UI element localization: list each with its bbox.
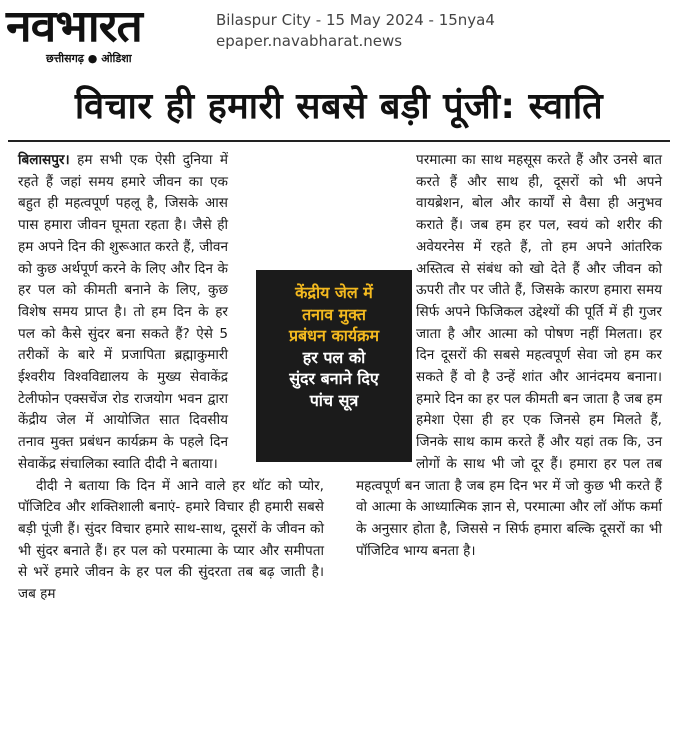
callout-line-3: प्रबंधन कार्यक्रम — [288, 326, 380, 345]
callout-line-1: केंद्रीय जेल में — [295, 283, 373, 302]
headline-divider — [8, 140, 670, 142]
logo-subtitle: छत्तीसगढ़ ● ओडिशा — [46, 52, 132, 65]
logo-text: नवभारत — [6, 1, 142, 52]
dateline: बिलासपुर। — [18, 152, 70, 168]
epaper-url: epaper.navabharat.news — [216, 32, 403, 50]
newspaper-logo — [6, 2, 194, 66]
callout-line-5: सुंदर बनाने दिए — [289, 369, 379, 388]
callout-line-6: पांच सूत्र — [309, 390, 359, 410]
masthead — [0, 0, 678, 72]
edition-info — [216, 10, 495, 52]
article-paragraph-2: दीदी ने बताया कि दिन में आने वाले हर थॉट को प्योर, पॉजिटिव और शक्तिशाली बनाएं- हमारे विचार ही हमारी सबसे बड़ी पूंजी हैं। सुंदर विचार हमारे साथ-साथ, दूसरों के जीवन को भी सुंदर बनाते हैं। हर पल को परमात्मा के प्यार और समीपता से भरें हमारे जीवन के हर पल की सुंदरता तब बढ़ जाती है। जब हम — [18, 477, 324, 603]
pull-quote-box — [256, 270, 412, 462]
paragraph-1-text: हम सभी एक ऐसी दुनिया में रहते हैं जहां समय हमारे जीवन का एक बहुत ही महत्वपूर्ण पहलू है, जिसके आस पास हमारा जीवन घूमता रहता है। जैसे ही हम अपने दिन की शुरूआत करते हैं, जीवन को कुछ अर्थपूर्ण करने के लिए और दिन के हर पल को कीमती बनाने के लिए, कुछ विशेष समय प्राप्त है। तो हम दिन के हर पल को कैसे सुंदर बना सकते हैं? ऐसे 5 तरीकों के बारे में प्रजापिता ब्रह्माकुमारी ईश्वरीय विश्वविद्यालय के मुख्य सेवाकेंद्र टेलीफोन एक्सचेंज रोड राजयोग भवन द्वारा केंद्रीय जेल में आयोजित सात दिवसीय तनाव मुक्त प्रबंधन कार्यक्रम के पहले दिन सेवाकेंद्र संचालिका स्वाति दीदी ने बताया। — [18, 152, 228, 472]
callout-line-2: तनाव मुक्त — [302, 304, 366, 324]
callout-line-4: हर पल को — [302, 347, 366, 367]
article-headline: विचार ही हमारी सबसे बड़ी पूंजी: स्वाति — [74, 86, 604, 127]
article-paragraph-3: परमात्मा का साथ महसूस करते हैं और उनसे बात करते हैं और साथ ही, दूसरों को भी अपने वायब्रेशन, बोल और कार्यों से वैसा ही अनुभव कराते हैं। जब हम हर पल, स्वयं को शरीर की अवेयरनेस में रहते हैं, तो हम अपने आंतरिक अस्तित्व से संबंध को खो देते हैं और जीवन को ऊपरी तौर पर जीते हैं, जिसके कारण हमारा समय सिर्फ अपने फिजिकल उद्देश्यों की पूर्ति में ही गुजर जाता है और आत्मा को पोषण नहीं मिलता। हर दिन दूसरों की सबसे महत्वपूर्ण सेवा जो हम कर सकते हैं वो है उन्हें शांत और आनंदमय बनाना। हमारे दिन का हर पल कीमती बन जाता है जब हम हमेशा ऐसा ही हर एक जिनसे हम मिलते हैं, जिनके साथ काम करते हैं और यहां तक कि, उन लोगों के साथ भी जो दूर हैं। हमारा हर पल तब महत्वपूर्ण बन जाता है जब हम दिन भर में जो कुछ भी करते हैं वो आत्मा के आध्यात्मिक ज्ञान से, परमात्मा और लॉ ऑफ कर्मा के अनुसार होता है, जिससे न सिर्फ हमारा बल्कि दूसरों का भी पॉजिटिव भाग्य बनता है। — [356, 152, 662, 559]
edition-line: Bilaspur City - 15 May 2024 - 15nya4 — [216, 11, 495, 29]
